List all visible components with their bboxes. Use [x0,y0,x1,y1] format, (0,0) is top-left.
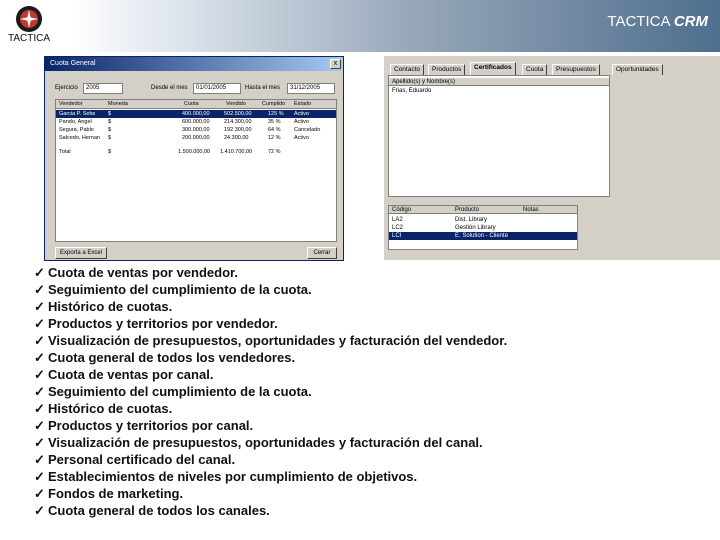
tab-cuota[interactable]: Cuota [522,64,547,75]
header-band [0,0,720,52]
product-suffix: CRM [673,13,708,30]
feature-text: Personal certificado del canal. [48,452,236,467]
table-row[interactable] [56,134,336,142]
check-icon: ✓ [34,401,45,416]
tab-oportunidades[interactable]: Oportunidades [612,64,663,75]
feature-text: Histórico de cuotas. [48,299,173,314]
feature-item [34,502,714,519]
cell-estado: Activo [294,135,309,141]
check-icon: ✓ [34,333,45,348]
cell-moneda: $ [108,119,112,125]
list-item[interactable] [389,224,577,232]
feature-text: Seguimiento del cumplimiento de la cuota. [48,282,312,297]
feature-text: Productos y territorios por canal. [48,418,254,433]
cell-cuota: 300.000,00 [182,127,210,133]
feature-item [34,332,714,349]
feature-text: Cuota general de todos los vendedores. [48,350,296,365]
total-vendido: 1.410.700,00 [220,149,253,155]
cell-vendido: 502.500,00 [224,111,252,117]
filters-row [55,83,340,95]
check-icon: ✓ [34,503,45,518]
check-icon: ✓ [34,486,45,501]
cell-cumplido: 12 % [268,135,281,141]
tab-certificados[interactable]: Certificados [470,62,516,75]
column-header[interactable]: Vendedor [59,101,83,107]
tactica-logo-icon [14,4,44,34]
feature-item [34,400,714,417]
grid-header [56,100,336,109]
column-header[interactable]: Estado [294,101,312,107]
tab-contacto[interactable]: Contacto [390,64,424,75]
cell-cumplido: 64 % [268,127,281,133]
feature-text: Fondos de marketing. [48,486,184,501]
table-row[interactable] [56,110,336,118]
feature-item [34,434,714,451]
cell-moneda: $ [108,111,112,117]
feature-text: Establecimientos de niveles por cumplimiento de objetivos. [48,469,418,484]
ejercicio-field[interactable]: 2005 [83,83,123,94]
cell-cuota: 200.000,00 [182,135,210,141]
cell-estado: Activo [294,119,309,125]
tab-presupuestos[interactable]: Presupuestos [552,64,600,75]
check-icon: ✓ [34,367,45,382]
total-label: Total [59,149,71,155]
window-close-button[interactable]: x [330,59,341,69]
cell-vendedor: Garcia P. Sebs [59,111,96,117]
product-name: Gestión Library [455,225,496,231]
feature-text: Seguimiento del cumplimiento de la cuota. [48,384,312,399]
feature-item [34,298,714,315]
products-header [389,206,577,214]
column-header[interactable]: Vendido [226,101,246,107]
check-icon: ✓ [34,316,45,331]
cell-vendido: 214.300,00 [224,119,252,125]
feature-text: Cuota de ventas por canal. [48,367,214,382]
cuota-general-window [44,56,344,261]
column-header[interactable]: Cuota [184,101,199,107]
feature-item [34,366,714,383]
feature-text: Visualización de presupuestos, oportunidades y facturación del vendedor. [48,333,508,348]
check-icon: ✓ [34,435,45,450]
product-name: E. Solution - Cliente [455,233,509,239]
check-icon: ✓ [34,418,45,433]
person-row[interactable]: Frias, Eduardo [392,88,432,94]
check-icon: ✓ [34,282,45,297]
feature-text: Visualización de presupuestos, oportunidades y facturación del canal. [48,435,483,450]
feature-item [34,315,714,332]
feature-item [34,383,714,400]
cuota-grid[interactable] [55,99,337,242]
cell-vendedor: Pando, Angel [59,119,92,125]
table-row[interactable] [56,126,336,134]
logo-label: TACTICA [8,33,51,44]
cell-cuota: 400.000,00 [182,111,210,117]
products-panel[interactable] [388,205,578,250]
detail-window [384,56,720,260]
column-header[interactable]: Cumplido [262,101,286,107]
product-code: LC2 [392,225,404,231]
cell-vendido: 24.300,00 [224,135,249,141]
feature-text: Histórico de cuotas. [48,401,173,416]
list-item[interactable] [389,232,577,240]
feature-text: Cuota general de todos los canales. [48,503,270,518]
product-name: Dist. Library [455,217,488,223]
column-header[interactable]: Producto [455,207,480,213]
feature-list [34,264,714,519]
cell-moneda: $ [108,135,112,141]
total-cumplido: 72 % [268,149,281,155]
cell-vendedor: Salcedo, Hernan [59,135,100,141]
cell-cuota: 600.000,00 [182,119,210,125]
product-title [607,13,708,30]
feature-item [34,468,714,485]
cell-estado: Activo [294,111,309,117]
cell-cumplido: 35 % [268,119,281,125]
cell-cumplido: 125 % [268,111,284,117]
feature-text: Productos y territorios por vendedor. [48,316,278,331]
person-column-header[interactable]: Apellido(s) y Nombre(s) [389,78,609,86]
feature-item [34,485,714,502]
feature-item [34,451,714,468]
hasta-field[interactable]: 31/12/2005 [287,83,335,94]
tab-productos[interactable]: Productos [428,64,465,75]
feature-item [34,264,714,281]
check-icon: ✓ [34,469,45,484]
filter-label: Ejercicio [55,85,78,91]
column-header[interactable]: Notas [523,207,539,213]
feature-item [34,281,714,298]
column-header[interactable]: Código [392,207,412,213]
check-icon: ✓ [34,384,45,399]
check-icon: ✓ [34,350,45,365]
feature-item [34,417,714,434]
cell-estado: Cancelado [294,127,321,133]
cell-moneda: $ [108,127,112,133]
certificados-panel[interactable] [388,75,610,197]
product-code: LCI [392,233,402,239]
product-name: TACTICA [607,13,670,30]
feature-item [34,349,714,366]
close-button[interactable]: Cerrar [307,247,337,259]
total-cuota: 1.500.000,00 [178,149,211,155]
cell-vendido: 192.300,00 [224,127,252,133]
export-excel-button[interactable]: Exporta a Excel [55,247,107,259]
column-header[interactable]: Moneda [108,101,128,107]
total-row [56,148,336,156]
check-icon: ✓ [34,452,45,467]
desde-field[interactable]: 01/01/2005 [193,83,241,94]
check-icon: ✓ [34,299,45,314]
feature-text: Cuota de ventas por vendedor. [48,265,238,280]
filter-label: Desde el mes [151,85,188,91]
table-row[interactable] [56,118,336,126]
product-code: LA2 [392,217,403,223]
window-title: Cuota General [45,57,343,71]
check-icon: ✓ [34,265,45,280]
cell-vendedor: Segura, Pablo [59,127,94,133]
total-moneda: $ [108,149,112,155]
list-item[interactable] [389,216,577,224]
filter-label: Hasta el mes [245,85,281,91]
